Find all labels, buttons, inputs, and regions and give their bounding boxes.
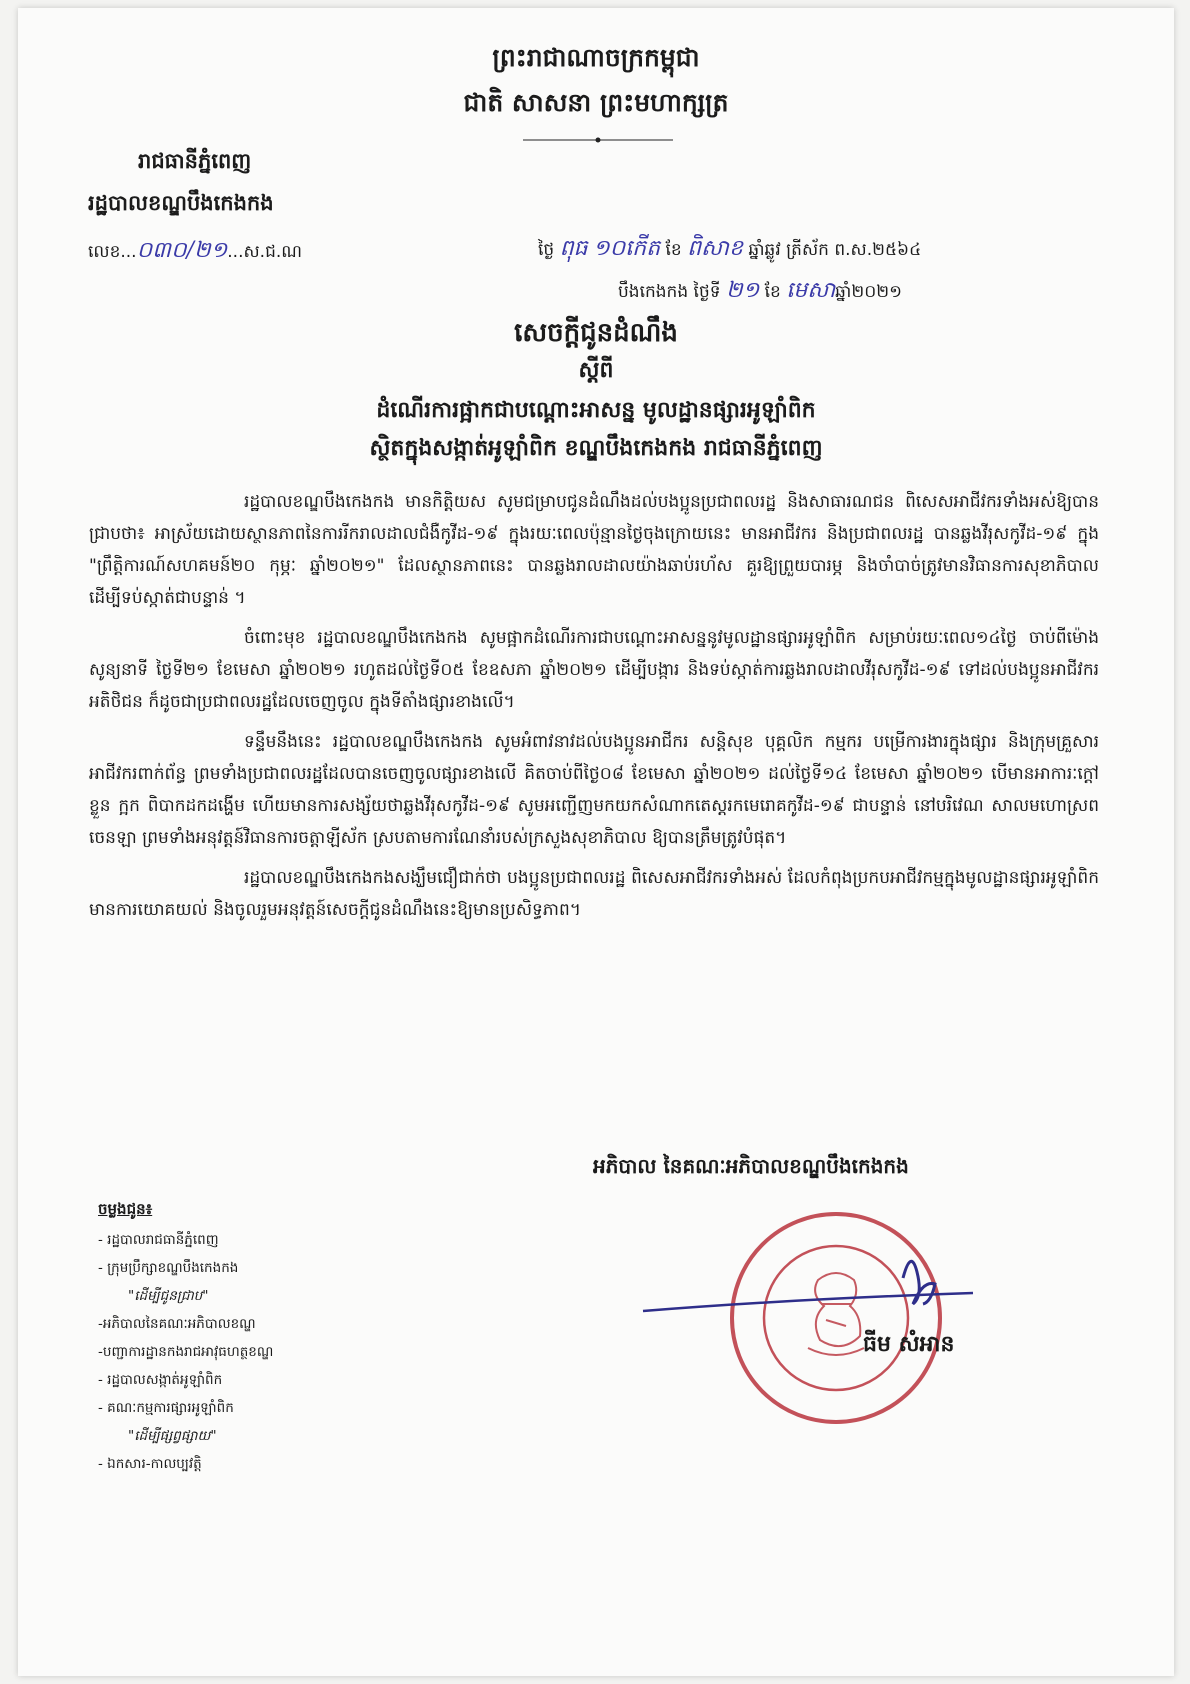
cc-note: "ដើម្បីជូនជ្រាប"	[128, 1288, 209, 1304]
cc-item: - រដ្ឋបាលសង្កាត់អូឡាំពិក	[98, 1372, 223, 1388]
cc-item: - ក្រុមប្រឹក្សាខណ្ឌបឹងកេងកង	[98, 1260, 239, 1276]
lunar-prefix: ថ្ងៃ	[538, 240, 555, 260]
cc-heading: ចម្លងជូន៖	[98, 1200, 153, 1218]
cc-note: "ដើម្បីផ្សព្វផ្សាយ"	[128, 1428, 217, 1444]
lunar-date	[538, 234, 921, 266]
lunar-month: ពិសាខ	[687, 236, 743, 261]
kingdom-title: ព្រះរាជាណាចក្រកម្ពុជា	[492, 43, 700, 72]
solar-day: ២១	[725, 278, 760, 303]
lunar-year: ឆ្នាំឆ្លូវ ត្រីស័ក ព.ស.២៥៦៤	[748, 240, 922, 260]
cc-block	[98, 1200, 418, 1478]
notice-subject-line2: ស្ថិតក្នុងសង្កាត់អូឡាំពិក ខណ្ឌបឹងកេងកង រាជធានីភ្នំពេញ	[369, 436, 823, 461]
reference-number	[88, 236, 302, 268]
lunar-phase: ១០កើត	[592, 236, 661, 261]
paragraph-4: រដ្ឋបាលខណ្ឌបឹងកេងកងសង្ឃឹមជឿជាក់ថា បងប្អូនប្រជាពលរដ្ឋ ពិសេសអាជីវករទាំងអស់ ដែលកំពុងប្រកបអាជីវកម្មក្នុងមូលដ្ឋានផ្សារអូឡាំពិក មានការយោគយល់ និងចូលរួមអនុវត្តន៍សេចក្តីជូនដំណឹងនេះឱ្យមានប្រសិទ្ធភាព។	[89, 868, 1099, 920]
cc-item: -បញ្ជាការដ្ឋានកងរាជអាវុធហត្ថខណ្ឌ	[98, 1344, 274, 1360]
paragraph-3: ទន្ទឹមនឹងនេះ រដ្ឋបាលខណ្ឌបឹងកេងកង សូមអំពាវនាវដល់បងប្អូនអាជីករ សន្តិសុខ បុគ្គលិក កម្មករ បម្រើការងារក្នុងផ្សារ និងក្រុមគ្រួសារអាជីវករពាក់ព័ន្ធ ព្រមទាំងប្រជាពលរដ្ឋដែលបានចេញចូលផ្សារខាងលើ គិតចាប់ពីថ្ងៃ០៨ ខែមេសា ឆ្នាំ២០២១ ដល់ថ្ងៃទី១៤ ខែមេសា ឆ្នាំ២០២១ បើមានអាការៈក្តៅខ្លួន ក្អក ពិបាកដកដង្ហើម ហើយមានការសង្ស័យថាឆ្លងវីរុសកូវីដ-១៩ សូមអញ្ជើញមកយកសំណាកតេស្តរកមេរោគកូវីដ-១៩ ជាបន្ទាន់ នៅបរិវេណ សាលមហោស្រពចេនឡា ព្រមទាំងអនុវត្តន៍វិធានការចត្តាឡីស័ក ស្របតាមការណែនាំរបស់ក្រសួងសុខាភិបាល ឱ្យបានត្រឹមត្រូវបំផុត។	[89, 732, 1099, 848]
lunar-month-word: ខែ	[665, 240, 682, 260]
ref-prefix: លេខ...	[88, 242, 137, 262]
cc-item: - ឯកសារ-កាលប្បវត្តិ	[98, 1456, 202, 1472]
paragraph-2: ចំពោះមុខ រដ្ឋបាលខណ្ឌបឹងកេងកង សូមផ្អាកដំណើរការជាបណ្តោះអាសន្ននូវមូលដ្ឋានផ្សារអូឡាំពិក សម្រាប់រយៈពេល១៤ថ្ងៃ ចាប់ពីម៉ោងសូន្យនាទី ថ្ងៃទី២១ ខែមេសា ឆ្នាំ២០២១ រហូតដល់ថ្ងៃទី០៥ ខែឧសភា ឆ្នាំ២០២១ ដើម្បីបង្ការ និងទប់ស្កាត់ការឆ្លងរាលដាលវីរុសកូវីដ-១៩ ទៅដល់បងប្អូនអាជីវករ អតិថិជន ក៏ដូចជាប្រជាពលរដ្ឋដែលចេញចូល ក្នុងទីតាំងផ្សារខាងលើ។	[89, 628, 1099, 712]
signature-icon	[633, 1203, 1053, 1373]
notice-title: សេចក្តីជូនដំណឹង	[514, 318, 678, 348]
issuer-office: រដ្ឋបាលខណ្ឌបឹងកេងកង	[88, 191, 274, 215]
ref-suffix: ...ស.ជ.ណ	[227, 242, 303, 262]
solar-year: ឆ្នាំ២០២១	[835, 282, 902, 302]
issuer-city: រាជធានីភ្នំពេញ	[138, 149, 252, 173]
cc-item: - រដ្ឋបាលរាជធានីភ្នំពេញ	[98, 1232, 219, 1248]
cc-item: -អភិបាលនៃគណៈអភិបាលខណ្ឌ	[98, 1316, 256, 1332]
solar-date	[618, 276, 902, 308]
divider-ornament-icon	[523, 135, 673, 145]
document-page	[18, 8, 1174, 1676]
lunar-day: ពុធ	[559, 236, 588, 261]
notice-subject-label: ស្តីពី	[578, 358, 614, 383]
notice-body	[89, 486, 1099, 934]
ref-number: ០៣០/២១	[136, 238, 228, 263]
cc-item: - គណៈកម្មការផ្សារអូឡាំពិក	[98, 1400, 234, 1416]
national-motto: ជាតិ សាសនា ព្រះមហាក្សត្រ	[463, 88, 729, 117]
signatory-name: ធីម សំអាន	[863, 1332, 955, 1357]
notice-subject-line1: ដំណើរការផ្អាកជាបណ្តោះអាសន្ន មូលដ្ឋានផ្សារអូឡាំពិក	[376, 398, 816, 423]
solar-month: មេសា	[786, 278, 836, 303]
solar-prefix: បឹងកេងកង ថ្ងៃទី	[618, 282, 721, 302]
signatory-position: អភិបាល នៃគណៈអភិបាលខណ្ឌបឹងកេងកង	[593, 1154, 909, 1178]
paragraph-1: រដ្ឋបាលខណ្ឌបឹងកេងកង មានកិត្តិយស សូមជម្រាបជូនដំណឹងដល់បងប្អូនប្រជាពលរដ្ឋ និងសាធារណជន ពិសេសអាជីវករទាំងអស់ឱ្យបានជ្រាបថា៖ អាស្រ័យដោយស្ថានភាពនៃការរីករាលដាលជំងឺកូវីដ-១៩ ក្នុងរយៈពេលប៉ុន្មានថ្ងៃចុងក្រោយនេះ មានអាជីវករ និងប្រជាពលរដ្ឋ បានឆ្លងវីរុសកូវីដ-១៩ ក្នុង "ព្រឹត្តិការណ៍សហគមន៍២០ កុម្ភៈ ឆ្នាំ២០២១" ដែលស្ថានភាពនេះ បានឆ្លងរាលដាលយ៉ាងឆាប់រហ័ស គួរឱ្យព្រួយបារម្ភ និងចាំបាច់ត្រូវមានវិធានការសុខាភិបាល ដើម្បីទប់ស្កាត់ជាបន្ទាន់ ។	[89, 492, 1099, 608]
solar-month-word: ខែ	[764, 282, 781, 302]
